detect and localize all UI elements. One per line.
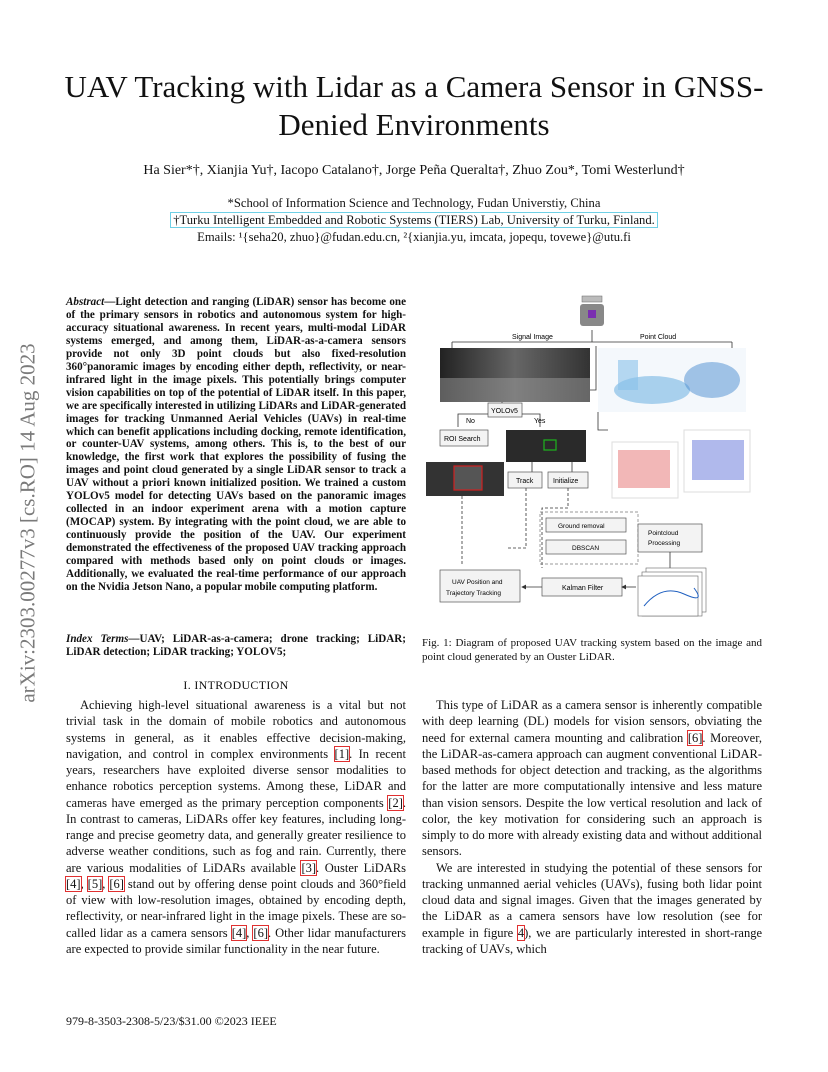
abstract bbox=[66, 296, 406, 594]
arxiv-stamp-text: arXiv:2303.00277v3 [cs.RO] 14 Aug 2023 bbox=[15, 343, 40, 703]
point-cloud-label: Point Cloud bbox=[640, 334, 677, 341]
trajectory-plot-thumbnail bbox=[638, 568, 706, 616]
abstract-text: —Light detection and ranging (LiDAR) sensor has become one of the primary sensors in robotics and autonomous system for high-accuracy situational awareness. In recent years, multi-modal LiDAR systems emerged, and among them, LiDAR-as-a-camera sensors provide not only 3D point clouds but also fixed-resolution 360°panoramic images by encoding either depth, reflectivity, or near-infrared light in the image pixels. This potentially brings computer vision capabilities on top of the potential of LiDAR itself. In this paper, we are specifically interested in utilizing LiDARs and LiDAR-generated images for tracking Unmanned Aerial Vehicles (UAVs) in real-time which can benefit applications including docking, remote identification, or counter-UAV systems, among others. This is, to the best of our knowledge, the first work that explores the possibility of fusing the images and point cloud generated by a single LiDAR sensor to track a UAV without a priori known initialized position. We trained a custom YOLOv5 model for detecting UAVs based on the panoramic images collected in an indoor experiment arena with a motion capture (MOCAP) system. By integrating with the point cloud, we are able to continuously provide the position of the UAV. Our experiment demonstrated the effectiveness of the proposed UAV tracking approach compared with methods based only on point clouds or images. Additionally, we evaluated the real-time performance of our approach on the Nvidia Jetson Nano, a popular mobile computing platform. bbox=[66, 296, 406, 593]
text-run: , bbox=[80, 876, 88, 891]
split-connector bbox=[452, 330, 732, 348]
arxiv-stamp bbox=[14, 283, 42, 763]
author-list: Ha Sier*†, Xianjia Yu†, Iacopo Catalano†, Jorge Peña Queralta†, Zhuo Zou*, Tomi Westerlund† bbox=[143, 163, 685, 178]
detection-image-thumbnail bbox=[506, 430, 586, 462]
text-run: . In recent years, researchers have exploited diverse sensor modalities to enhance robotics perception systems. Among these, LiDAR and cameras have emerged as the primary perception components bbox=[66, 746, 406, 810]
yolov5-label: YOLOv5 bbox=[491, 408, 518, 415]
author-emails: Emails: ¹{seha20, zhuo}@fudan.edu.cn, ²{xianjia.yu, imcata, jopequ, tovewe}@utu.fi bbox=[197, 230, 631, 244]
roi-search-label: ROI Search bbox=[444, 436, 481, 443]
yes-label: Yes bbox=[534, 418, 546, 425]
lidar-sensor-icon bbox=[580, 296, 604, 326]
citation-link[interactable]: [2] bbox=[388, 795, 403, 810]
kalman-filter-label: Kalman Filter bbox=[562, 585, 604, 592]
uav-position-box bbox=[440, 570, 520, 602]
copyright-footer: 979-8-3503-2308-5/23/$31.00 ©2023 IEEE bbox=[66, 1014, 277, 1028]
ground-removal-label: Ground removal bbox=[558, 523, 605, 530]
citation-link[interactable]: [5] bbox=[87, 876, 103, 891]
track-label: Track bbox=[516, 478, 534, 485]
uav-position-label-1: UAV Position and bbox=[452, 579, 503, 586]
paper-title: UAV Tracking with Lidar as a Camera Sensor in GNSS-Denied Environments bbox=[64, 69, 764, 142]
affiliation-fudan: *School of Information Science and Technology, Fudan Universtiy, China bbox=[227, 196, 601, 210]
pointcloud-processing-box bbox=[638, 524, 702, 552]
intro-paragraph-3 bbox=[422, 860, 762, 958]
text-run: Achieving high-level situational awareness is a vital but not trivial task in the domain of mobile robotics and autonomous systems in general, as it enables effective decision-making, navigation, and control in complex environments bbox=[66, 698, 406, 761]
text-run: , bbox=[102, 876, 110, 891]
right-column-body bbox=[422, 697, 762, 957]
figure-reference-link[interactable]: 4 bbox=[517, 925, 525, 940]
text-run: . In contrast to cameras, LiDARs offer key features, including long-range and precise geometry data, and generally greater resilience to adverse weather conditions, such as fog and rain. Currently, there are various modalities of LiDARs available bbox=[66, 795, 406, 875]
point-cloud-thumbnail bbox=[598, 348, 746, 412]
figure-1-caption: Fig. 1: Diagram of proposed UAV tracking system based on the image and point cloud generated by an Ouster LiDAR. bbox=[422, 637, 762, 663]
intro-paragraph-2 bbox=[422, 697, 762, 860]
pipeline-diagram bbox=[422, 290, 762, 620]
text-run: . Ouster LiDARs bbox=[316, 860, 406, 875]
affiliation-turku[interactable] bbox=[60, 213, 768, 228]
citation-link[interactable]: [4] bbox=[231, 925, 247, 940]
citation-link[interactable]: [6] bbox=[253, 925, 268, 940]
dbscan-label: DBSCAN bbox=[572, 545, 600, 552]
affiliation-link[interactable]: †Turku Intelligent Embedded and Robotic Systems (TIERS) Lab, University of Turku, Finland. bbox=[170, 212, 658, 228]
text-run: ), we are particularly interested in short-range tracking of UAVs, which bbox=[422, 925, 762, 956]
left-column-body bbox=[66, 697, 406, 957]
text-run: We are interested in studying the potential of these sensors for tracking unmanned aerial vehicles (UAVs), fusing both lidar point cloud data and signal images. Given that the images generated by the LiDAR as a camera sensors have low resolution (see for example in figure bbox=[422, 860, 762, 940]
index-terms-text: —UAV; LiDAR-as-a-camera; drone tracking; LiDAR; LiDAR detection; LiDAR tracking; YOLOV5; bbox=[66, 633, 406, 658]
no-label: No bbox=[466, 418, 475, 425]
text-run: . Moreover, the LiDAR-as-camera approach can augment conventional LiDAR-based methods for object detection and tracking, as the algorithms for the latter are more computationally intensive and less mature than vision sensors. Despite the low vertical resolution and lack of color, the key motivation for considering such an approach is simply to do more with already existing data and without additional sensors. bbox=[422, 730, 762, 859]
index-terms bbox=[66, 633, 406, 659]
text-run: , bbox=[246, 925, 254, 940]
uav-position-label-2: Trajectory Tracking bbox=[446, 590, 502, 597]
intro-paragraph-1 bbox=[66, 697, 406, 957]
initialize-label: Initialize bbox=[553, 478, 579, 485]
text-run: . Other lidar manufacturers are expected to provide similar functionality in the near future. bbox=[66, 925, 407, 956]
signal-image-label: Signal Image bbox=[512, 334, 553, 341]
pointcloud-processing-label-1: Pointcloud bbox=[648, 530, 679, 537]
abstract-label: Abstract bbox=[66, 296, 105, 308]
index-terms-label: Index Terms bbox=[66, 633, 129, 645]
figure-1-diagram bbox=[422, 290, 762, 620]
text-run: stand out by offering dense point clouds and 360°field of view with low-resolution images, obtained by encoding depth, reflectivity, or near-infrared light in the image pixels. These are so-called lidar as a camera sensors bbox=[66, 876, 407, 940]
text-run: This type of LiDAR as a camera sensor is inherently compatible with deep learning (DL) models for vision sensors, obviating the need for external camera mounting and calibration bbox=[422, 698, 762, 745]
citation-link[interactable]: [4] bbox=[66, 876, 81, 891]
citation-link[interactable]: [1] bbox=[334, 746, 350, 761]
section-heading-introduction: I. INTRODUCTION bbox=[183, 678, 289, 692]
citation-link[interactable]: [6] bbox=[687, 730, 703, 745]
pointcloud-processing-label-2: Processing bbox=[648, 540, 681, 547]
citation-link[interactable]: [6] bbox=[109, 876, 124, 891]
citation-link[interactable]: [3] bbox=[301, 860, 317, 875]
